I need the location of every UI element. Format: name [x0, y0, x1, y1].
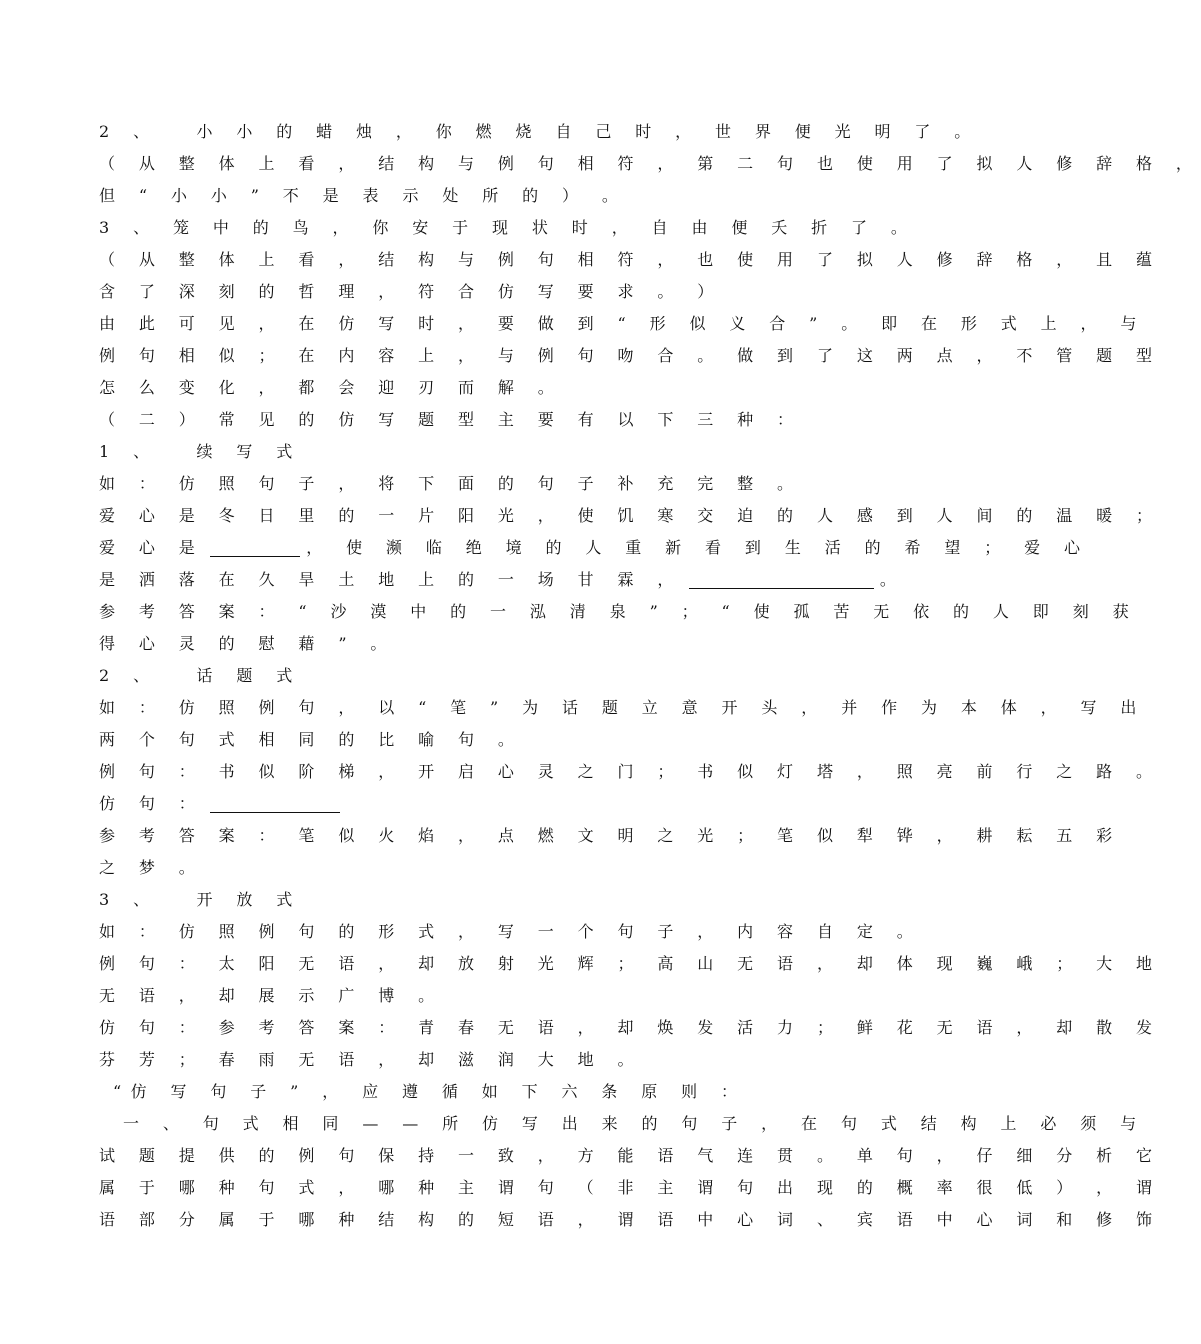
text-line [99, 884, 849, 916]
text-line: 如 ： 仿 照 例 句 ， 以 “ 笔 ” 为 话 题 立 意 开 头 ， 并 作 为 本 体 ， 写 出 [99, 698, 1146, 717]
text-line: 属 于 哪 种 句 式 ， 哪 种 主 谓 句 （ 非 主 谓 句 出 现 的 概 率 很 低 ） ， 谓 [99, 1178, 1162, 1197]
text-line: 试 题 提 供 的 例 句 保 持 一 致 ， 方 能 语 气 连 贯 。 单 句 ， 仔 细 分 析 它 [99, 1146, 1162, 1165]
list-number: 2 、 [99, 122, 159, 141]
text-line: “仿 写 句 子 ” ， 应 遵 循 如 下 六 条 原 则 ： [113, 1082, 747, 1101]
text-line: 由 此 可 见 ， 在 仿 写 时 ， 要 做 到 “ 形 似 义 合 ” 。 即 在 形 式 上 ， 与 [99, 314, 1146, 333]
text-line: 仿 句 ： 参 考 答 案 ： 青 春 无 语 ， 却 焕 发 活 力 ； 鲜 花 无 语 ， 却 散 发 [99, 1018, 1162, 1037]
paragraph-text: 。 [879, 570, 906, 589]
text-line: 如 ： 仿 照 句 子 ， 将 下 面 的 句 子 补 充 完 整 。 [99, 474, 803, 493]
fill-in-blank [210, 792, 340, 813]
text-line: 语 部 分 属 于 哪 种 结 构 的 短 语 ， 谓 语 中 心 词 、 宾 语 中 心 词 和 修 饰 [99, 1210, 1162, 1229]
fill-in-blank [689, 568, 874, 589]
text-line: 如 ： 仿 照 例 句 的 形 式 ， 写 一 个 句 子 ， 内 容 自 定 。 [99, 922, 923, 941]
text-line: （ 从 整 体 上 看 ， 结 构 与 例 句 相 符 ， 第 二 句 也 使 用 了 拟 人 修 辞 格 ， [99, 154, 1201, 173]
text-line: 参 考 答 案 ： “ 沙 漠 中 的 一 泓 清 泉 ” ； “ 使 孤 苦 无 依 的 人 即 刻 获 [99, 602, 1138, 621]
text-line: 参 考 答 案 ： 笔 似 火 焰 ， 点 燃 文 明 之 光 ； 笔 似 犁 铧 ， 耕 耘 五 彩 [99, 826, 1122, 845]
text-line: 得 心 灵 的 慰 藉 ” 。 [99, 634, 396, 653]
list-number: 3 、 [99, 890, 159, 909]
text-line [99, 532, 1090, 564]
text-line: 爱 心 是 冬 日 里 的 一 片 阳 光 ， 使 饥 寒 交 迫 的 人 感 到 人 间 的 温 暖 ； [99, 506, 1162, 525]
text-line: 芬 芳 ； 春 雨 无 语 ， 却 滋 润 大 地 。 [99, 1050, 643, 1069]
text-line [99, 116, 980, 148]
text-line: 之 梦 。 [99, 858, 205, 877]
paragraph-text: 小 小 的 蜡 烛 ， 你 燃 烧 自 己 时 ， 世 界 便 光 明 了 。 [196, 122, 980, 141]
text-line: （ 从 整 体 上 看 ， 结 构 与 例 句 相 符 ， 也 使 用 了 拟 人 修 辞 格 ， 且 蕴 [99, 250, 1162, 269]
text-line: 怎 么 变 化 ， 都 会 迎 刃 而 解 。 [99, 378, 564, 397]
document-page [99, 116, 1201, 1236]
text-line: 含 了 深 刻 的 哲 理 ， 符 合 仿 写 要 求 。 ） [99, 282, 723, 301]
subheading: 续 写 式 [196, 442, 302, 461]
text-line: 一 、 句 式 相 同 — — 所 仿 写 出 来 的 句 子 ， 在 句 式 结 构 上 必 须 与 [123, 1114, 1146, 1133]
paragraph-text: 仿 句 ： [99, 794, 205, 813]
list-number: 2 、 [99, 666, 159, 685]
text-line [99, 436, 849, 468]
text-line: 例 句 相 似 ； 在 内 容 上 ， 与 例 句 吻 合 。 做 到 了 这 两 点 ， 不 管 题 型 [99, 346, 1162, 365]
paragraph-text: ， 使 濒 临 绝 境 的 人 重 新 看 到 生 活 的 希 望 ； 爱 心 [306, 538, 1090, 557]
text-line [99, 788, 849, 820]
section-heading: （ 二 ） 常 见 的 仿 写 题 型 主 要 有 以 下 三 种 ： [99, 410, 803, 429]
paragraph-text: 爱 心 是 [99, 538, 205, 557]
list-number: 1 、 [99, 442, 159, 461]
text-line: 例 句 ： 书 似 阶 梯 ， 开 启 心 灵 之 门 ； 书 似 灯 塔 ， 照 亮 前 行 之 路 。 [99, 762, 1162, 781]
text-line [99, 564, 906, 596]
text-line: 3 、 笼 中 的 鸟 ， 你 安 于 现 状 时 ， 自 由 便 夭 折 了 。 [99, 218, 917, 237]
text-line [99, 660, 849, 692]
text-line: 但 “ 小 小 ” 不 是 表 示 处 所 的 ） 。 [99, 186, 628, 205]
subheading: 话 题 式 [196, 666, 302, 685]
text-line: 两 个 句 式 相 同 的 比 喻 句 。 [99, 730, 524, 749]
fill-in-blank [210, 536, 300, 557]
paragraph-text: 是 洒 落 在 久 旱 土 地 上 的 一 场 甘 霖 ， [99, 570, 683, 589]
text-line: 无 语 ， 却 展 示 广 博 。 [99, 986, 444, 1005]
text-line: 例 句 ： 太 阳 无 语 ， 却 放 射 光 辉 ； 高 山 无 语 ， 却 体 现 巍 峨 ； 大 地 [99, 954, 1162, 973]
subheading: 开 放 式 [196, 890, 302, 909]
